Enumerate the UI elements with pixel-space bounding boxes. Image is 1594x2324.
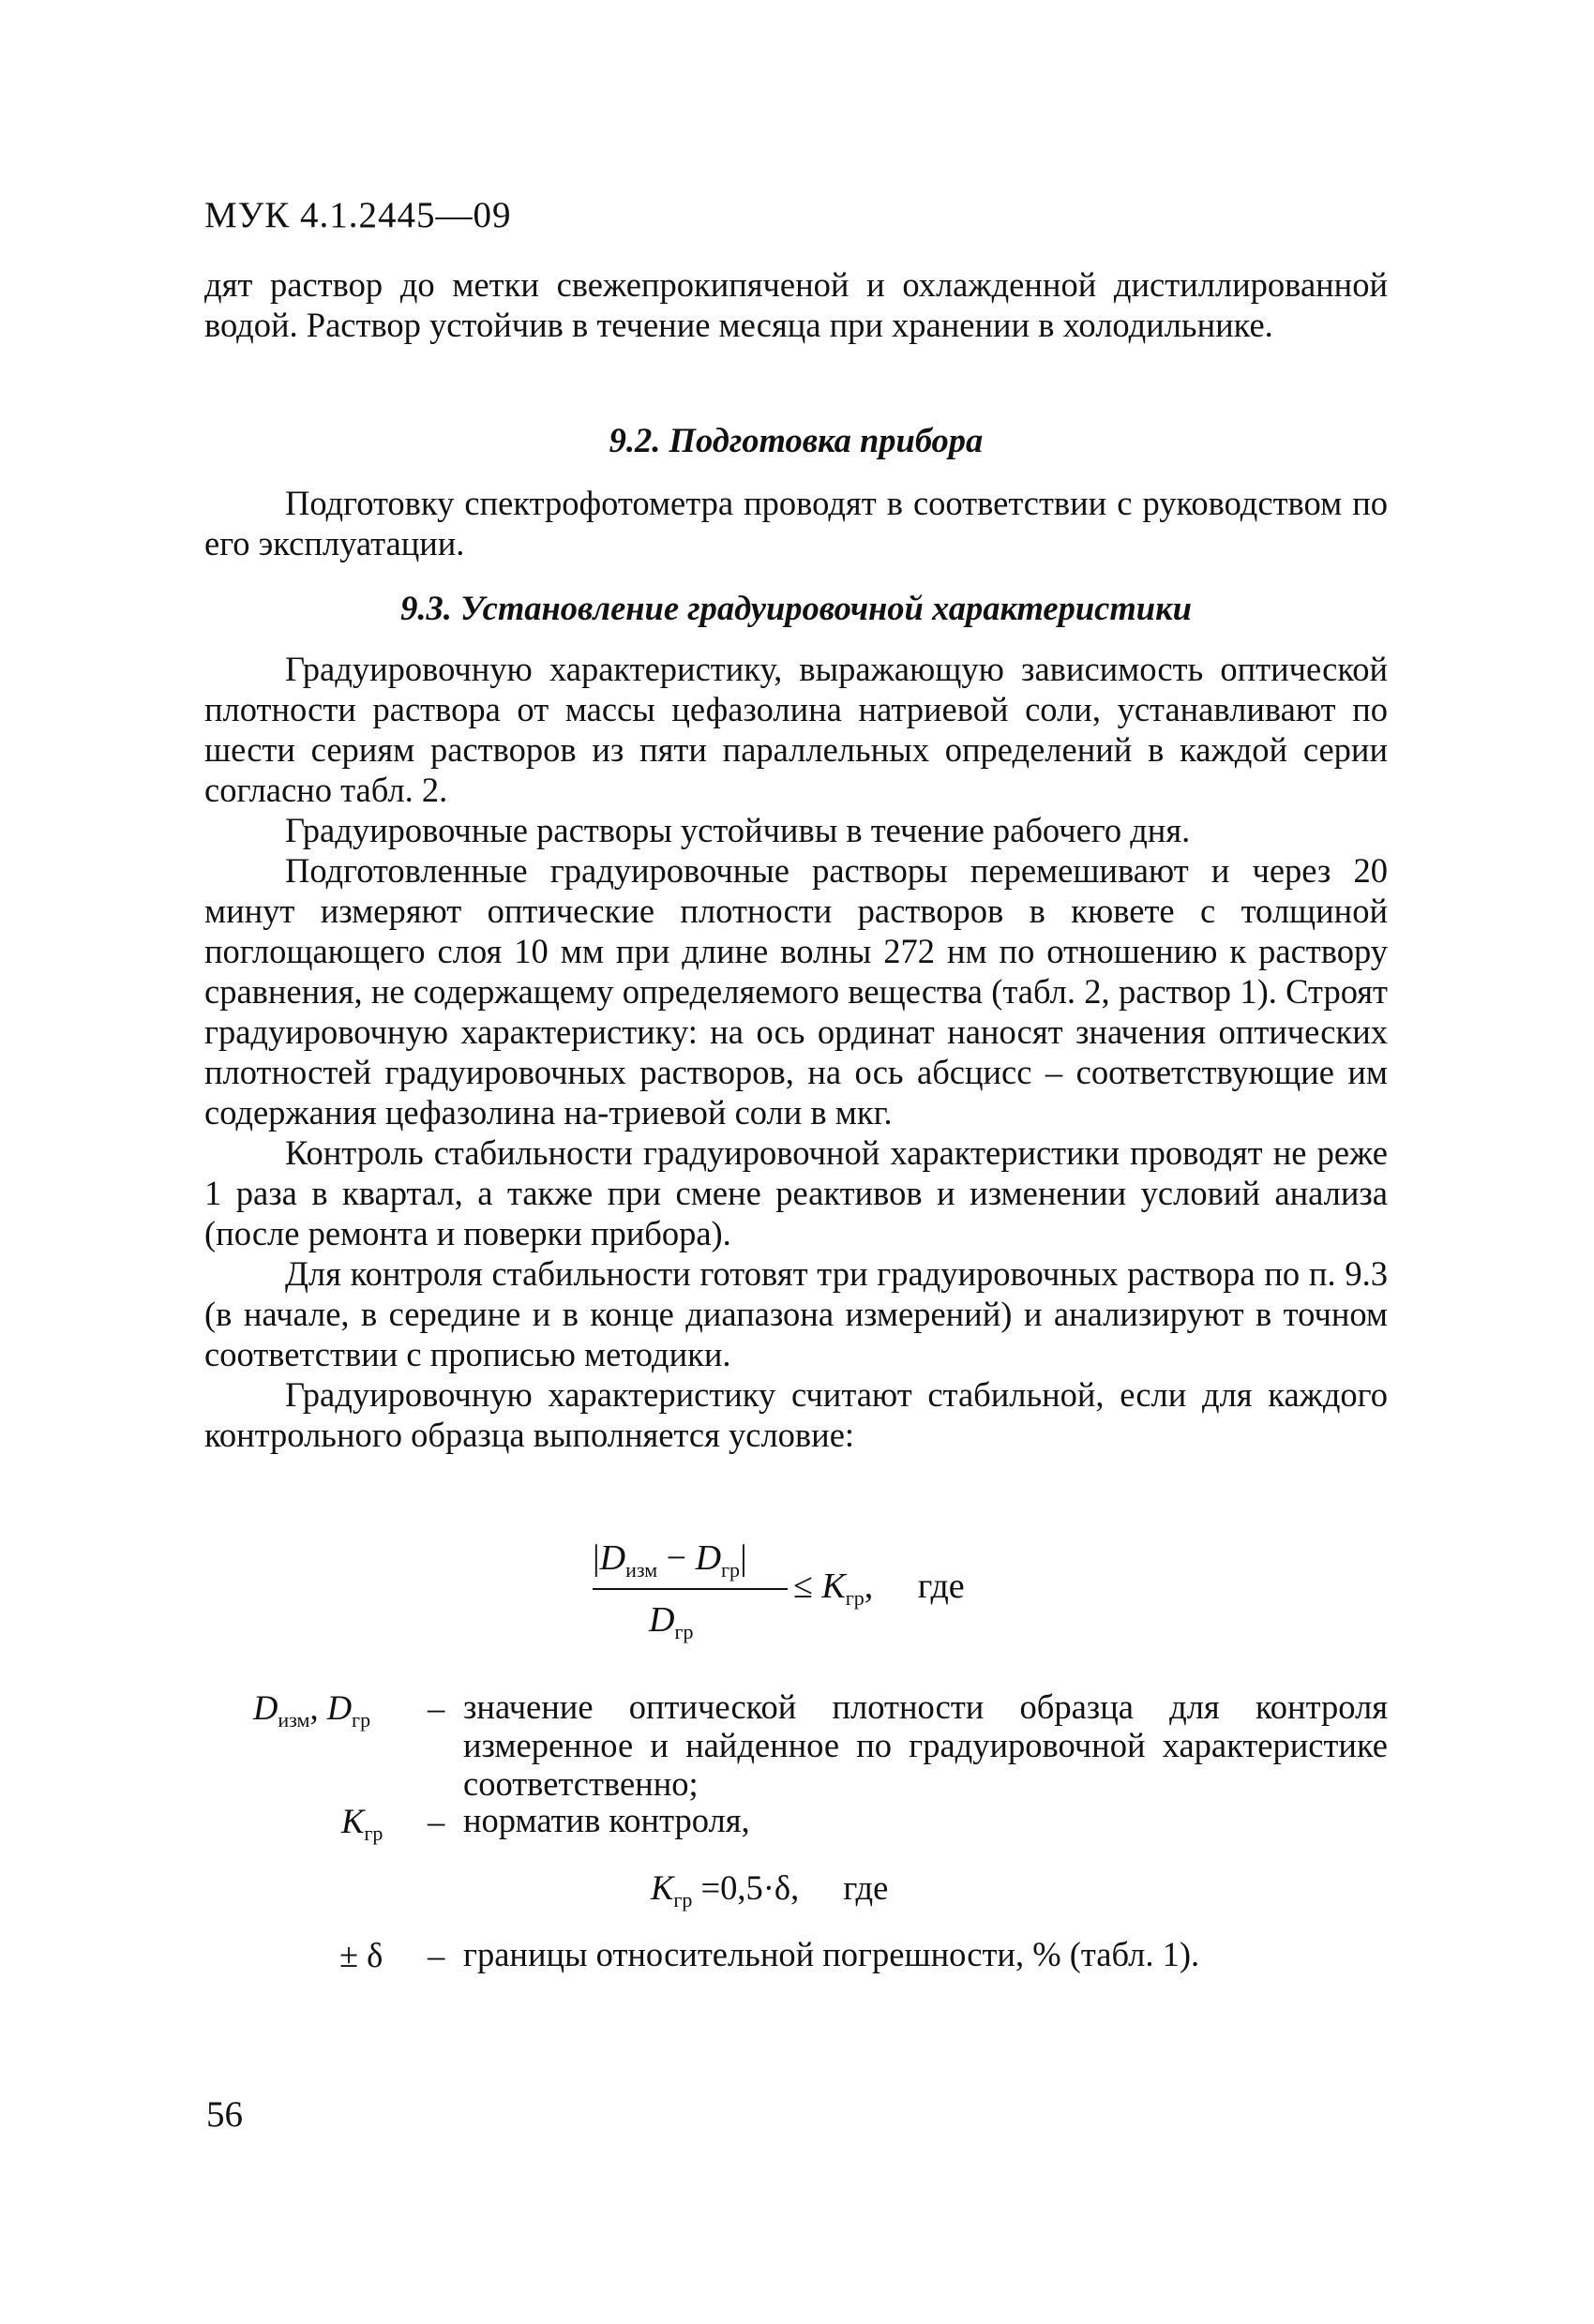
fraction-line — [593, 1588, 788, 1590]
definition-dash: – — [428, 1802, 445, 1840]
definition-symbol-d: $D_{изм}$, $D_{гр}$ — [253, 1688, 371, 1732]
definition-symbol-k: $K_{гр}$ — [341, 1802, 383, 1845]
paragraph: Градуировочные растворы устойчивы в течение рабочего дня. — [285, 811, 1191, 849]
norm-formula: $K_{гр} =0,5\cdot\delta$, где — [651, 1868, 889, 1912]
definition-text: норматив контроля, — [463, 1801, 750, 1839]
formula-numerator: $|D_{изм} - D_{гр}|$ — [593, 1538, 747, 1582]
stability-formula — [593, 1537, 968, 1659]
delta-symbol: ± δ — [339, 1936, 383, 1974]
section-9-2-title: 9.2. Подготовка прибора — [609, 421, 984, 459]
section-9-3-body — [204, 649, 1388, 1455]
formula-denominator: $D_{гр}$ — [649, 1600, 694, 1643]
paragraph: Для контроля стабильности готовят три градуировочных раствора по п. 9.3 (в начале, в середине и в конце диапазона измерений) и анализируют в точном соответствии с прописью методики. — [204, 1254, 1388, 1373]
document-header: МУК 4.1.2445—09 — [204, 195, 512, 235]
page-number: 56 — [206, 2094, 243, 2135]
paragraph: Контроль стабильности градуировочной характеристики проводят не реже 1 раза в квартал, а также при смене реактивов и изменении условий анализа (после ремонта и поверки прибора). — [204, 1133, 1388, 1252]
section-9-3-title: 9.3. Установление градуировочной характеристики — [400, 589, 1192, 627]
intro-text: дят раствор до метки свежепрокипяченой и охлажденной дистиллированной водой. Раствор устойчив в течение месяца при хранении в холодильнике. — [204, 265, 1388, 344]
definition-text: значение оптической плотности образца для контроля измеренное и найденное по градуировочной характеристике соответственно; — [463, 1687, 1388, 1803]
intro-paragraph — [204, 264, 1388, 345]
definition-dash: – — [428, 1688, 445, 1727]
formula-rhs: ≤ $K_{гр}$, где — [793, 1567, 965, 1610]
section-9-2-body — [204, 483, 1388, 563]
paragraph: Подготовленные градуировочные растворы перемешивают и через 20 минут измеряют оптические плотности растворов в кювете с толщиной поглощающего слоя 10 мм при длине волны 272 нм по отношению к раствору сравнения, не содержащему определяемого вещества (табл. 2, раствор 1). Строят градуировочную характеристику: на ось ординат наносят значения оптических плотностей градуировочных растворов, на ось абсцисс – соответствующие им содержания цефазолина на-триевой соли в мкг. — [204, 851, 1388, 1132]
paragraph: Градуировочную характеристику, выражающую зависимость оптической плотности раствора от массы цефазолина натриевой соли, устанавливают по шести сериям растворов из пяти параллельных определений в каждой серии согласно табл. 2. — [204, 650, 1388, 809]
delta-definition-text: границы относительной погрешности, % (табл. 1). — [463, 1935, 1200, 1973]
paragraph: Градуировочную характеристику считают стабильной, если для каждого контрольного образца выполняется условие: — [204, 1375, 1388, 1454]
definition-dash: – — [428, 1936, 445, 1974]
section-9-2-text: Подготовку спектрофотометра проводят в соответствии с руководством по его эксплуатации. — [204, 484, 1388, 562]
